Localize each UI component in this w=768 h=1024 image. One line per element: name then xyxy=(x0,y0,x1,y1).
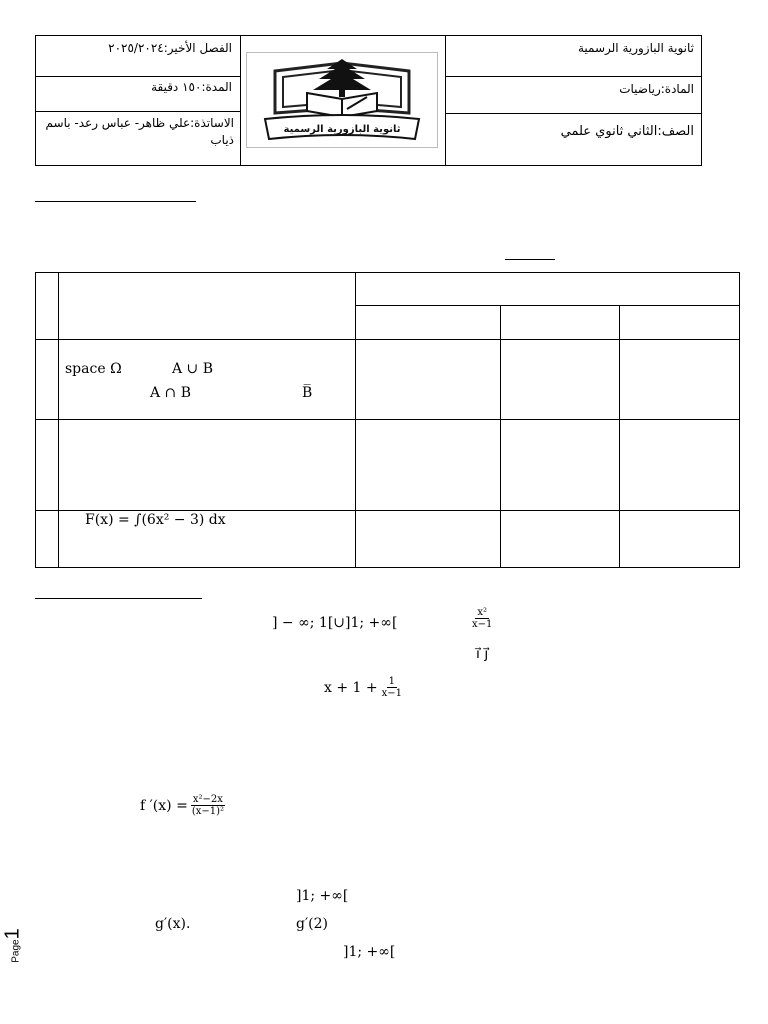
union-text: A ∪ B xyxy=(172,361,214,377)
title-underline xyxy=(505,259,555,260)
asymptote-denominator: x−1 xyxy=(381,688,403,699)
derivative-expression xyxy=(140,794,228,817)
domain-interval: ] − ∞; 1[∪]1; +∞[ xyxy=(272,615,398,631)
page-number: 1 xyxy=(1,928,24,940)
function-fraction xyxy=(468,607,496,630)
intersection-text: A ∩ B xyxy=(150,385,192,401)
integral-formula: F(x) = ∫(6x² − 3) dx xyxy=(85,512,226,528)
answer-grid-table xyxy=(35,272,740,568)
page-label: Page xyxy=(10,939,22,963)
function-denominator: x−1 xyxy=(472,619,493,630)
logo-image xyxy=(247,53,437,147)
asymptote-numerator: 1 xyxy=(388,676,395,687)
subject-label: المادة:رياضيات xyxy=(619,82,694,96)
g-derivative-at-2: g′(2) xyxy=(296,916,328,932)
section-title-underline-1 xyxy=(35,201,196,202)
school-logo xyxy=(246,52,438,148)
g-derivative: g′(x). xyxy=(155,916,191,932)
logo-text: ثانوية البازورية الرسمية xyxy=(283,124,401,135)
section-title-underline-2 xyxy=(35,598,202,599)
interval-1: ]1; +∞[ xyxy=(296,888,349,904)
derivative-numerator: x²−2x xyxy=(192,794,223,805)
asymptote-expression xyxy=(324,676,406,699)
duration-label: المدة:١٥٠ دقيقة xyxy=(151,80,232,94)
complement-text: B̅ xyxy=(302,385,313,401)
sample-space-text: space Ω xyxy=(65,361,122,377)
derivative-denominator: (x−1)² xyxy=(191,806,225,817)
interval-2: ]1; +∞[ xyxy=(343,944,396,960)
teachers-label: الاساتذة:علي ظاهر- عباس رعد- باسم ذياب xyxy=(45,116,234,147)
page-number-footer xyxy=(1,918,38,968)
function-numerator: x² xyxy=(477,607,488,618)
unit-vectors: i⃗ j⃗ xyxy=(476,646,489,662)
asymptote-prefix: x + 1 + xyxy=(324,679,378,696)
term-label: الفصل الأخير:٢٠٢٥/٢٠٢٤ xyxy=(108,41,232,55)
school-name: ثانوية البازورية الرسمية xyxy=(577,41,694,55)
derivative-prefix: f ′(x) = xyxy=(140,797,188,814)
grade-label: الصف:الثاني ثانوي علمي xyxy=(560,124,694,139)
